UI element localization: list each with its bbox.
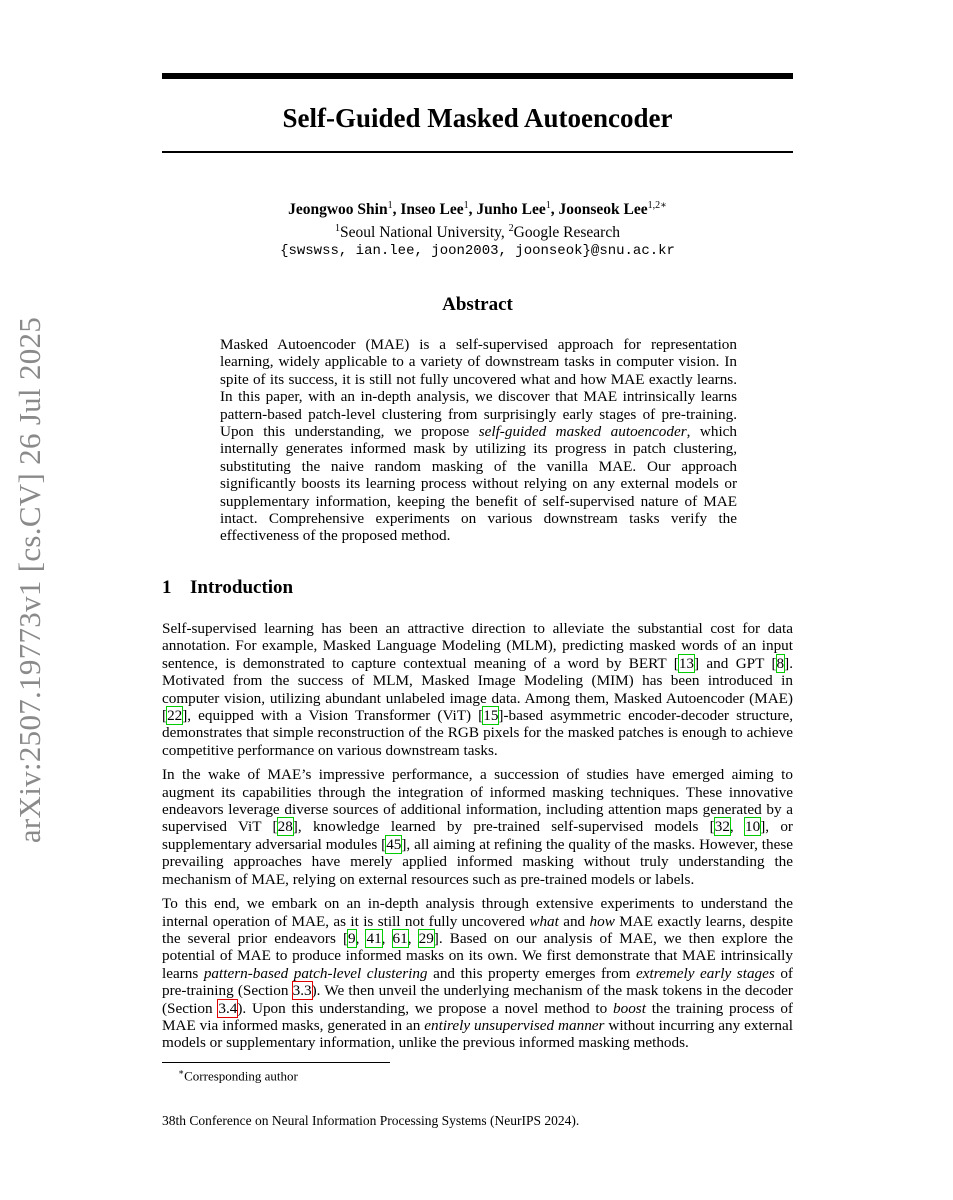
- citation-link[interactable]: 15: [483, 707, 499, 725]
- title-rule-bottom: [162, 151, 793, 153]
- section-heading: 1 Introduction: [162, 577, 294, 598]
- paragraph: Self-supervised learning has been an attractive direction to alleviate the substantial cost for data annotation. For example, Masked Language Modeling (MLM), predicting masked words of an input sentence, is demonstrated to capture contextual meaning of a word by BERT [13] and GPT [8]. Motivated from the success of MLM, Masked Image Modeling (MIM) has been introduced in computer vision, utilizing abundant unlabeled image data. Among them, Masked Autoencoder (MAE) [22], equipped with a Vision Transformer (ViT) [15]-based asymmetric encoder-decoder structure, demonstrates that simple reconstruction of the RGB pixels for the masked patches is enough to achieve competitive performance on various downstream tasks.: [162, 620, 793, 759]
- author-names: [162, 196, 793, 219]
- author: Joonseok Lee$^{1,2∗}$: [558, 200, 667, 219]
- arxiv-identifier-text: arXiv:2507.19773v1 [cs.CV] 26 Jul 2025: [12, 316, 47, 844]
- footnote-rule: [162, 1062, 390, 1063]
- title-rule-top: [162, 73, 793, 79]
- venue-note: 38th Conference on Neural Information Processing Systems (NeurIPS 2024).: [162, 1113, 580, 1128]
- citation-link[interactable]: 28: [277, 818, 293, 836]
- citation-link[interactable]: 61: [392, 929, 408, 947]
- author: Jeongwoo Shin$^1$,: [288, 200, 401, 219]
- author: Junho Lee$^1$,: [476, 200, 559, 219]
- citation-link[interactable]: 22: [167, 707, 183, 725]
- abstract-text: Masked Autoencoder (MAE) is a self-supervised approach for representation learning, widely applicable to a variety of downstream tasks in computer vision. In spite of its success, it is still not fully uncovered what and how MAE exactly learns. In this paper, with an in-depth analysis, we discover that MAE intrinsically learns pattern-based patch-level clustering from surprisingly early stages of pre-training. Upon this understanding, we propose self-guided masked autoencoder, which internally generates informed mask by utilizing its progress in patch clustering, substituting the naive random masking of the vanilla MAE. Our approach significantly boosts its learning process without relying on any external models or supplementary information, keeping the benefit of self-supervised nature of MAE intact. Comprehensive experiments on various downstream tasks verify the effectiveness of the proposed method.: [220, 336, 737, 545]
- arxiv-identifier: [10, 300, 50, 860]
- citation-link[interactable]: 13: [678, 654, 695, 672]
- section-link[interactable]: 3.4: [218, 999, 238, 1017]
- citation-link[interactable]: 41: [366, 929, 382, 947]
- citation-link[interactable]: 10: [745, 818, 761, 836]
- author-emails: {swswss, ian.lee, joon2003, joonseok}@snu.ac.kr: [280, 243, 675, 260]
- section-link[interactable]: 3.3: [292, 982, 312, 1000]
- citation-link[interactable]: 45: [386, 835, 402, 853]
- introduction-body: [162, 620, 793, 1059]
- author-block: [162, 196, 793, 261]
- paragraph: To this end, we embark on an in-depth analysis through extensive experiments to understand the internal operation of MAE, as it is still not fully uncovered what and how MAE exactly learns, despite the several prior endeavors [9, 41, 61, 29]. Based on our analysis of MAE, we then explore the potential of MAE to produce informed masks on its own. We first demonstrate that MAE intrinsically learns pattern-based patch-level clustering and this property emerges from extremely early stages of pre-training (Section 3.3). We then unveil the underlying mechanism of the mask tokens in the decoder (Section 3.4). Upon this understanding, we propose a novel method to boost the training process of MAE via informed masks, generated in an entirely unsupervised manner without incurring any external models or supplementary information, unlike the previous informed masking methods.: [162, 895, 793, 1052]
- citation-link[interactable]: 8: [776, 654, 785, 672]
- citation-link[interactable]: 9: [348, 929, 356, 947]
- method-name: self-guided masked autoencoder: [478, 423, 687, 441]
- footnote: ∗Corresponding author: [178, 1067, 298, 1084]
- paper-title: Self-Guided Masked Autoencoder: [282, 103, 673, 133]
- citation-link[interactable]: 29: [418, 929, 434, 947]
- paragraph: In the wake of MAE’s impressive performance, a succession of studies have emerged aiming to augment its capabilities through the integration of informed masking techniques. These innovative endeavors leverage diverse sources of additional information, including attention maps generated by a supervised ViT [28], knowledge learned by pre-trained self-supervised models [32, 10], or supplementary adversarial modules [45], all aiming at refining the quality of the masks. However, these prevailing approaches have merely applied informed masking without truly understanding the mechanism of MAE, relying on external resources such as pre-trained models or labels.: [162, 766, 794, 888]
- affiliations: $^1$Seoul National University, $^2$Google Research: [335, 223, 620, 242]
- author: Inseo Lee$^1$,: [400, 200, 477, 219]
- citation-link[interactable]: 32: [714, 818, 730, 836]
- abstract-heading: Abstract: [442, 294, 513, 315]
